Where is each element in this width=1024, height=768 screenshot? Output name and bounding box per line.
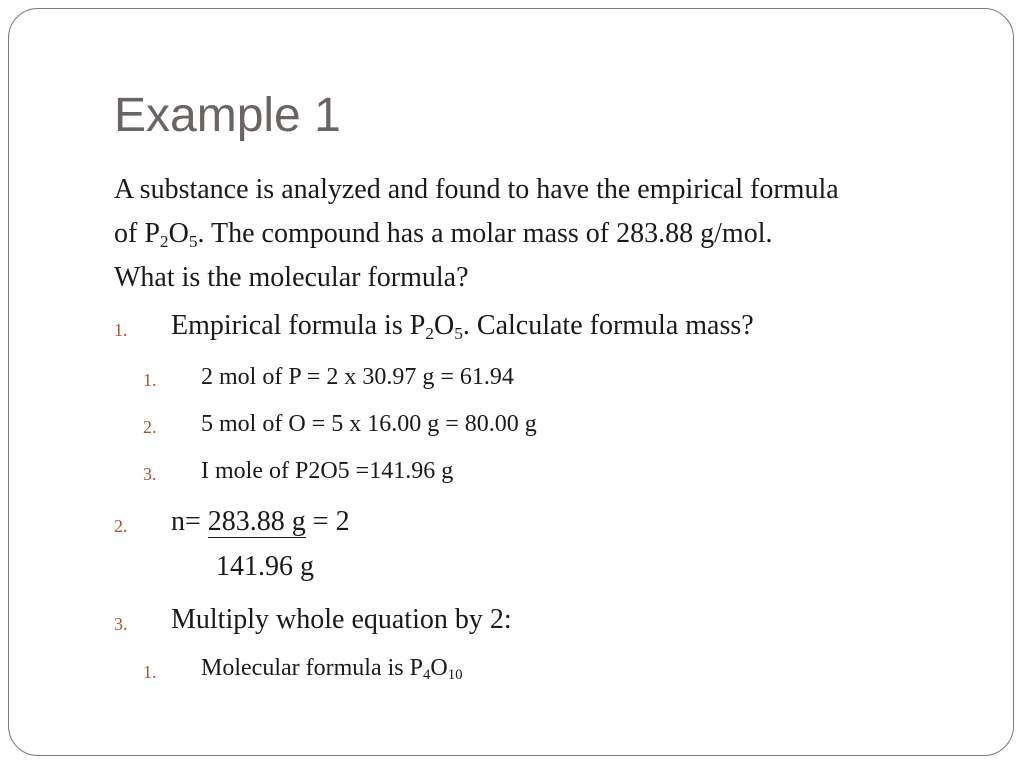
substep-text <box>201 655 463 682</box>
step-text: Multiply whole equation by 2: <box>171 604 512 635</box>
step-text-part: O <box>433 310 455 341</box>
substep-number: 2. <box>143 417 157 437</box>
fraction-line <box>171 506 350 538</box>
substep-text: 5 mol of O = 5 x 16.00 g = 80.00 g <box>201 411 537 437</box>
problem-line-2 <box>114 212 984 256</box>
step-number: 2. <box>114 516 128 536</box>
step-number: 1. <box>114 320 128 340</box>
slide-title: Example 1 <box>114 89 341 142</box>
step-text-part: Empirical formula is P <box>171 310 426 341</box>
problem-line-3: What is the molecular formula? <box>114 262 469 293</box>
step-text-part: . Calculate formula mass? <box>462 310 754 341</box>
subscript: 10 <box>447 667 463 684</box>
problem-statement <box>114 168 984 300</box>
subscript: 2 <box>159 231 169 251</box>
problem-text: . The compound has a molar mass of 283.88 g/mol. <box>197 218 773 249</box>
substep-text: I mole of P2O5 =141.96 g <box>201 458 454 484</box>
step-number: 3. <box>114 614 128 634</box>
substep-number: 3. <box>143 464 157 484</box>
denominator: 141.96 g <box>216 551 314 582</box>
substep-text-part: Molecular formula is P <box>201 655 423 681</box>
subscript: 5 <box>454 323 463 343</box>
substep-number: 1. <box>143 370 157 390</box>
numerator: 283.88 g <box>207 506 306 537</box>
step-text <box>171 310 754 342</box>
n-label: n= <box>171 506 208 537</box>
subscript: 5 <box>188 231 198 251</box>
subscript: 4 <box>422 667 431 684</box>
substep-text: 2 mol of P = 2 x 30.97 g = 61.94 <box>201 364 514 390</box>
substep-number: 1. <box>143 662 157 682</box>
problem-text: of P <box>114 218 160 249</box>
problem-line-1: A substance is analyzed and found to have the empirical formula <box>114 174 839 205</box>
problem-text: O <box>168 218 189 249</box>
substep-text-part: O <box>430 655 448 681</box>
subscript: 2 <box>425 323 434 343</box>
fraction-result: = 2 <box>305 506 350 537</box>
